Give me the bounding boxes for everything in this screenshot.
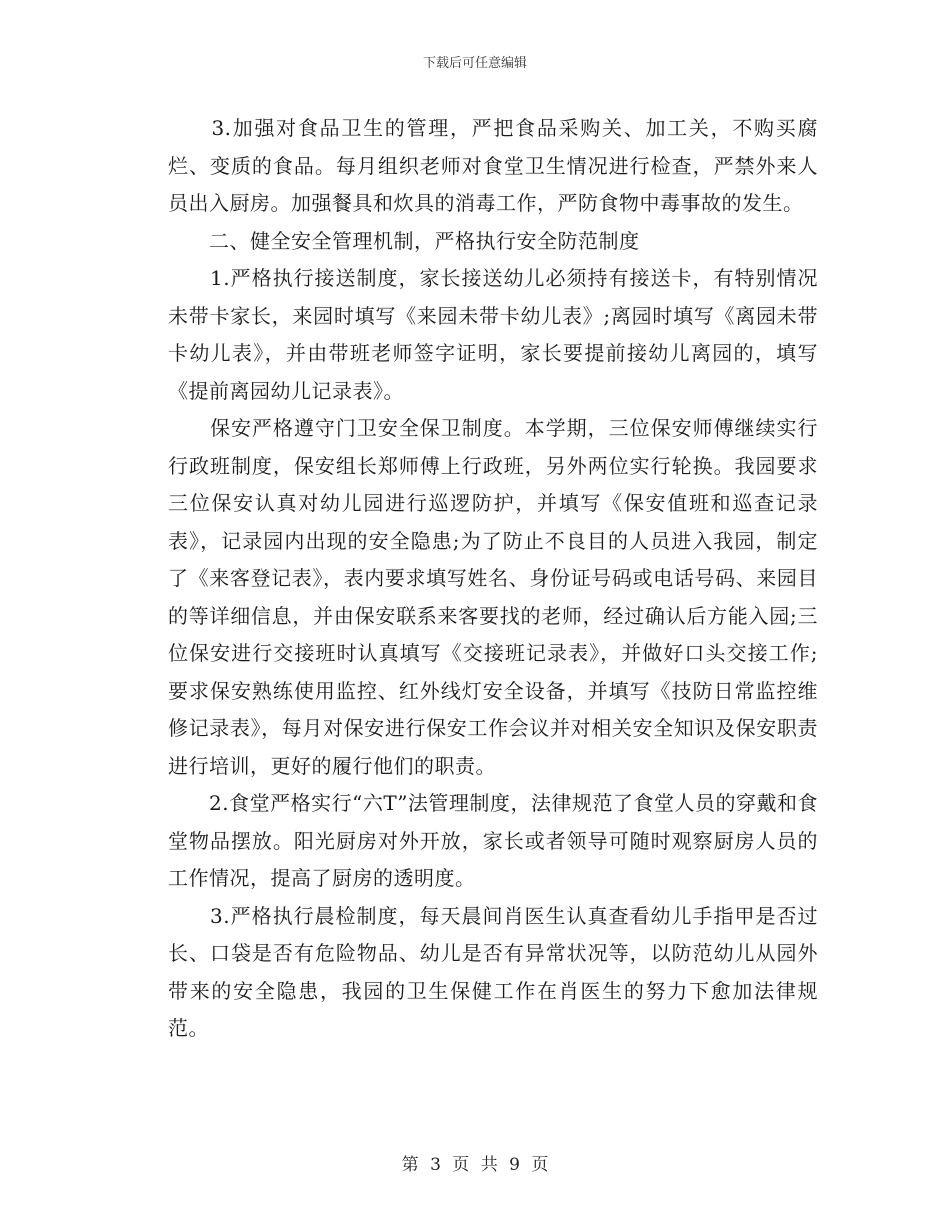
document-body bbox=[168, 110, 818, 1048]
paragraph-canteen-6t: 2.食堂严格实行“六T”法管理制度，法律规范了食堂人员的穿戴和食堂物品摆放。阳光厨房对外开放，家长或者领导可随时观察厨房人员的工作情况，提高了厨房的透明度。 bbox=[168, 791, 818, 890]
paragraph-pickup-system: 1.严格执行接送制度，家长接送幼儿必须持有接送卡，有特别情况未带卡家长，来园时填写《来园未带卡幼儿表》;离园时填写《离园未带卡幼儿表》，并由带班老师签字证明，家长要提前接幼儿离园的，填写《提前离园幼儿记录表》。 bbox=[168, 266, 818, 403]
section-heading-safety-mechanism: 二、健全安全管理机制，严格执行安全防范制度 bbox=[168, 228, 640, 253]
paragraph-food-hygiene: 3.加强对食品卫生的管理，严把食品采购关、加工关，不购买腐烂、变质的食品。每月组织老师对食堂卫生情况进行检查，严禁外来人员出入厨房。加强餐具和炊具的消毒工作，严防食物中毒事故的发生。 bbox=[168, 116, 818, 215]
page-footer-number: 第 3 页 共 9 页 bbox=[401, 1155, 549, 1175]
paragraph-security-guards: 保安严格遵守门卫安全保卫制度。本学期，三位保安师傅继续实行行政班制度，保安组长郑师傅上行政班，另外两位实行轮换。我园要求三位保安认真对幼儿园进行巡逻防护，并填写《保安值班和巡查记录表》，记录园内出现的安全隐患;为了防止不良目的人员进入我园，制定了《来客登记表》，表内要求填写姓名、身份证号码或电话号码、来园目的等详细信息，并由保安联系来客要找的老师，经过确认后方能入园;三位保安进行交接班时认真填写《交接班记录表》，并做好口头交接工作;要求保安熟练使用监控、红外线灯安全设备，并填写《技防日常监控维修记录表》，每月对保安进行保安工作会议并对相关安全知识及保安职责进行培训，更好的履行他们的职责。 bbox=[168, 416, 818, 778]
paragraph-morning-check: 3.严格执行晨检制度，每天晨间肖医生认真查看幼儿手指甲是否过长、口袋是否有危险物品、幼儿是否有异常状况等，以防范幼儿从园外带来的安全隐患，我园的卫生保健工作在肖医生的努力下愈加法律规范。 bbox=[168, 903, 818, 1040]
page-header-note: 下载后可任意编辑 bbox=[422, 56, 527, 71]
